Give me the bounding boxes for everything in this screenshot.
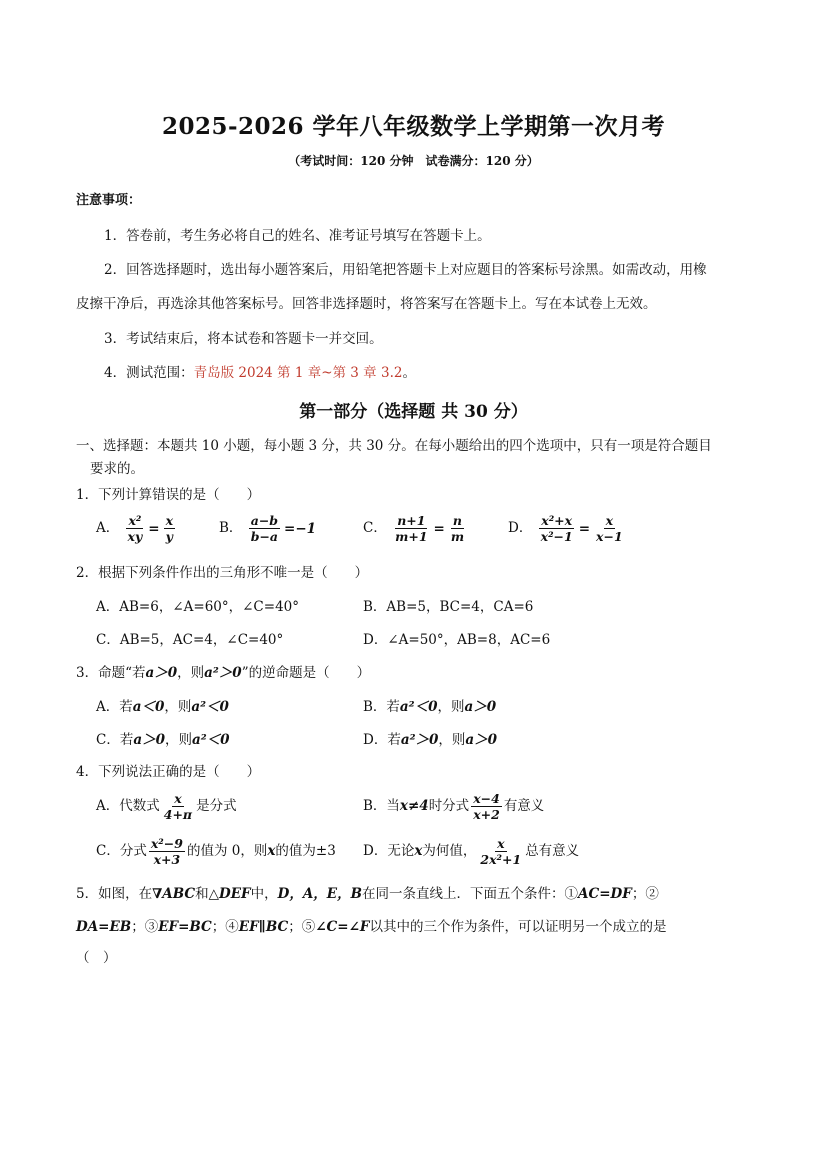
- notice-item-4-suffix: 。: [402, 365, 416, 381]
- denominator: 2x²+1: [480, 852, 522, 867]
- text: D．若: [363, 732, 401, 748]
- fraction: [393, 513, 429, 544]
- q2-option-a: A．AB=6，∠A=60°，∠C=40°: [96, 599, 300, 615]
- q4-option-c: [96, 836, 336, 867]
- q2-option-d: D．∠A=50°，AB=8，AC=6: [363, 632, 551, 648]
- notice-heading: 注意事项：: [76, 193, 142, 208]
- text: C．分式: [96, 843, 147, 859]
- text: 的值为±3: [275, 843, 336, 859]
- text: ”的逆命题是（ ）: [241, 665, 371, 681]
- text: ，则: [164, 699, 192, 715]
- text: B．若: [363, 699, 400, 715]
- denominator: m+1: [395, 529, 428, 544]
- q4-option-b: [363, 791, 544, 822]
- section-intro-line-1: 一、选择题：本题共 10 小题，每小题 3 分，共 30 分。在每小题给出的四个选项中，只有一项是符合题目: [76, 438, 712, 454]
- notice-item-3: 3．考试结束后，将本试卷和答题卡一并交回。: [104, 331, 383, 347]
- q2-stem: 2．根据下列条件作出的三角形不唯一是（ ）: [76, 565, 369, 581]
- condition-4: EF∥BC: [238, 919, 289, 935]
- condition-3: EF=BC: [158, 919, 212, 935]
- text: 是分式: [196, 798, 237, 814]
- math-expression: a＞0: [465, 732, 498, 748]
- numerator: x²−9: [150, 836, 183, 851]
- q1-stem: 1．下列计算错误的是（ ）: [76, 487, 261, 503]
- math-expression: a²＜0: [191, 699, 229, 715]
- text: 为何值，: [422, 843, 477, 859]
- q3-option-d: [363, 728, 497, 748]
- q3-stem: [76, 661, 370, 681]
- text: ，则: [437, 699, 465, 715]
- notice-item-2-line-1: 2．回答选择题时，选出每小题答案后，用铅笔把答题卡上对应题目的答案标号涂黑。如需改动，用橡: [104, 262, 707, 278]
- math-expression: ∇ABC: [152, 886, 196, 902]
- math-expression: x≠4: [399, 798, 429, 814]
- numerator: n+1: [397, 513, 426, 528]
- q5-line-1: [76, 882, 659, 902]
- fraction: [162, 791, 194, 822]
- text: ；⑤: [288, 919, 316, 935]
- right-hand-side: =−1: [284, 520, 317, 537]
- math-expression: a²＜0: [191, 732, 230, 748]
- option-label: A．: [96, 520, 120, 536]
- q4-stem: 4．下列说法正确的是（ ）: [76, 764, 261, 780]
- text: 在同一条直线上．下面五个条件：①: [362, 886, 578, 902]
- math-expression: x: [267, 843, 276, 859]
- notice-item-2-line-2: 皮擦干净后，再选涂其他答案标号。回答非选择题时，将答案写在答题卡上。写在本试卷上无效。: [76, 296, 657, 312]
- text: ；④: [211, 919, 239, 935]
- text: 时分式: [428, 798, 470, 814]
- math-expression: a＞0: [464, 699, 497, 715]
- exam-title: 2025-2026 学年八年级数学上学期第一次月考: [161, 113, 666, 140]
- q1-option-b: [219, 513, 318, 544]
- q1-option-a: [96, 513, 177, 544]
- option-label: D．: [508, 520, 533, 536]
- notice-item-4: [104, 361, 416, 381]
- q3-option-c: [96, 728, 230, 748]
- fraction: [539, 513, 575, 544]
- equals-sign: =: [433, 520, 445, 537]
- condition-2: DA=EB: [76, 919, 132, 935]
- text: 3．命题“若: [76, 665, 146, 681]
- text: ，则: [438, 732, 466, 748]
- denominator: b−a: [250, 529, 279, 544]
- notice-item-4-prefix: 4．测试范围：: [104, 365, 194, 381]
- numerator: x²+x: [541, 513, 573, 528]
- denominator: x+2: [473, 807, 500, 822]
- text: ；③: [131, 919, 159, 935]
- notice-item-1: 1．答卷前，考生务必将自己的姓名、准考证号填写在答题卡上。: [104, 228, 491, 244]
- condition-1: AC=DF: [578, 886, 632, 902]
- text: 中，: [250, 886, 278, 902]
- math-expression: a²＜0: [399, 699, 438, 715]
- text: ，则: [164, 732, 192, 748]
- option-label: B．: [219, 520, 243, 536]
- text: ；②: [631, 886, 659, 902]
- math-expression: a²＞0: [400, 732, 439, 748]
- text: 以其中的三个作为条件，可以证明另一个成立的是: [369, 919, 667, 935]
- denominator: x²−1: [540, 529, 573, 544]
- equals-sign: =: [148, 520, 160, 537]
- denominator: m: [450, 529, 465, 544]
- denominator: x−1: [596, 529, 623, 544]
- numerator: x: [165, 513, 174, 528]
- q2-option-b: B．AB=5，BC=4，CA=6: [363, 599, 534, 615]
- q5-line-2: [76, 915, 667, 935]
- option-label: C．: [363, 520, 387, 536]
- text: D．无论: [363, 843, 415, 859]
- text: 的值为 0，则: [186, 843, 268, 859]
- text: 有意义: [503, 798, 545, 814]
- numerator: x: [174, 791, 182, 806]
- q3-option-a: [96, 695, 229, 715]
- text: B．当: [363, 798, 400, 814]
- text: 5．如图，在: [76, 886, 153, 902]
- q1-option-c: [363, 513, 468, 544]
- math-expression: a²＞0: [204, 665, 242, 681]
- denominator: 4+π: [163, 807, 193, 822]
- denominator: xy: [127, 529, 143, 544]
- numerator: x: [497, 836, 505, 851]
- fraction: [471, 791, 502, 822]
- text: 和: [195, 886, 209, 902]
- fraction: [249, 513, 280, 544]
- fraction: [164, 513, 175, 544]
- section-title: 第一部分（选择题 共 30 分）: [299, 402, 528, 422]
- test-range: 青岛版 2024 第 1 章~第 3 章 3.2: [193, 365, 403, 381]
- q5-answer-blank: （ ）: [76, 950, 117, 966]
- denominator: y: [165, 529, 173, 544]
- math-expression: x: [414, 843, 423, 859]
- denominator: x+3: [153, 852, 181, 867]
- q4-option-a: [96, 791, 237, 822]
- condition-5: ∠C=∠F: [315, 919, 370, 935]
- numerator: n: [452, 513, 463, 528]
- q1-option-d: [508, 513, 627, 544]
- fraction: [149, 836, 185, 867]
- numerator: x²: [128, 513, 142, 528]
- equals-sign: =: [578, 520, 591, 537]
- numerator: x−4: [473, 791, 500, 806]
- q3-option-b: [363, 695, 496, 715]
- section-intro-line-2: 要求的。: [90, 461, 144, 477]
- fraction: [478, 836, 523, 867]
- numerator: a−b: [250, 513, 279, 528]
- text: A．代数式: [96, 798, 160, 814]
- q2-option-c: C．AB=5，AC=4，∠C=40°: [96, 632, 284, 648]
- math-expression: a＞0: [145, 665, 178, 681]
- q4-option-d: [363, 836, 579, 867]
- fraction: [126, 513, 145, 544]
- fraction: [594, 513, 625, 544]
- text: 总有意义: [525, 843, 580, 859]
- text: ，则: [177, 665, 205, 681]
- math-expression: a＞0: [133, 732, 165, 748]
- math-expression: D，A，E，B: [277, 886, 362, 902]
- numerator: x: [605, 513, 614, 528]
- math-expression: △DEF: [208, 886, 251, 902]
- text: A．若: [96, 699, 133, 715]
- exam-subtitle: （考试时间：120 分钟 试卷满分：120 分）: [288, 154, 539, 168]
- fraction: [449, 513, 466, 544]
- math-expression: a＜0: [132, 699, 165, 715]
- text: C．若: [96, 732, 134, 748]
